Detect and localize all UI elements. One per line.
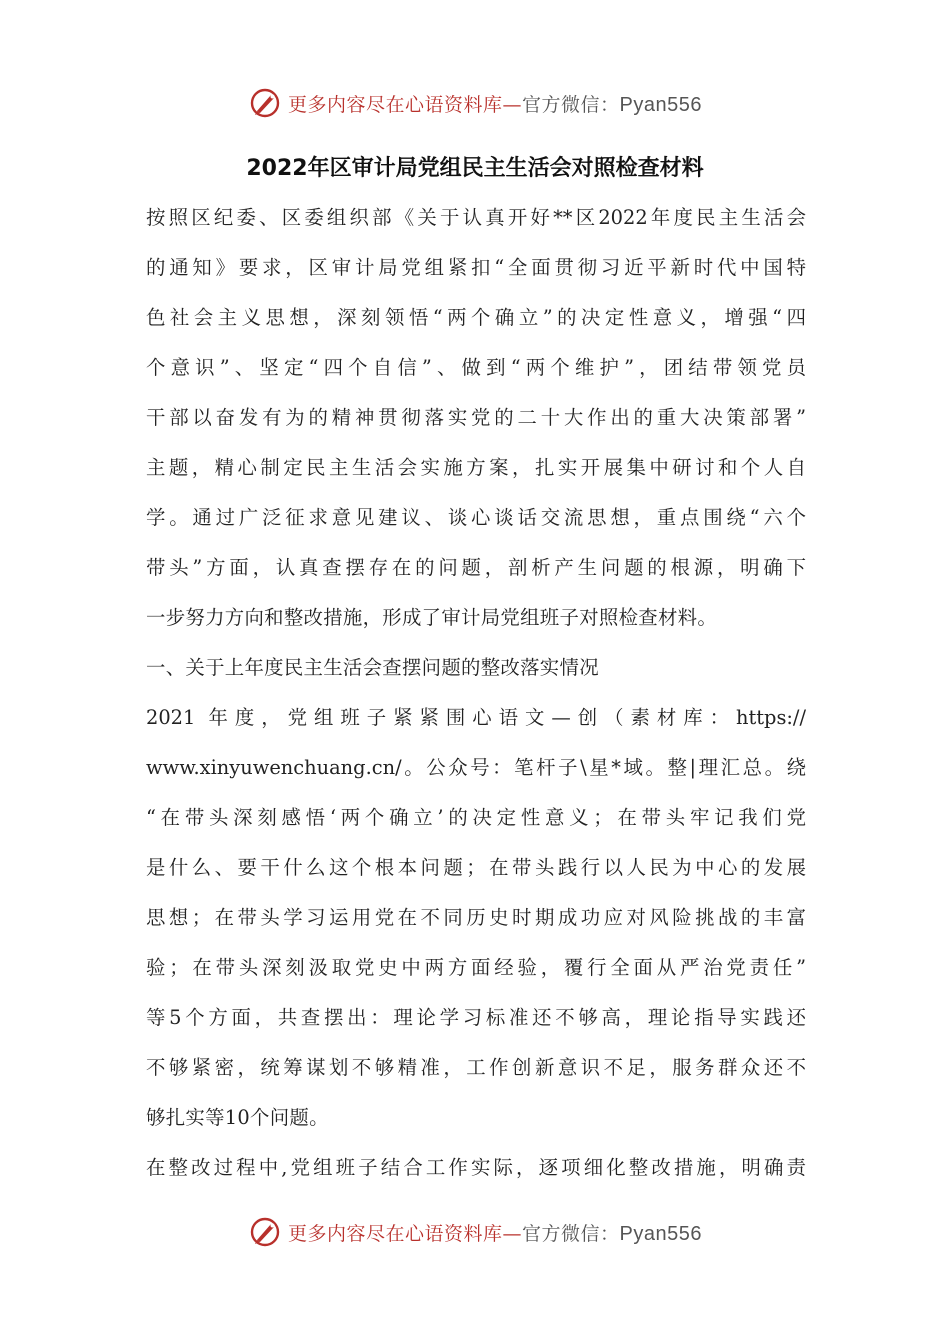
banner-wechat-label: 官方微信： xyxy=(522,1222,620,1245)
pen-logo-icon xyxy=(248,1215,282,1249)
banner-wechat-id: Pyan556 xyxy=(619,1222,702,1245)
body-line: www.xinyuwenchuang.cn/。公众号：笔杆子\星*域。整|理汇总。绕 xyxy=(146,756,806,779)
body-line: 学。通过广泛征求意见建议、谈心谈话交流思想，重点围绕“六个 xyxy=(146,506,806,529)
body-line: 色社会主义思想，深刻领悟“两个确立”的决定性意义，增强“四 xyxy=(146,306,806,329)
banner-wechat-label: 官方微信： xyxy=(522,93,620,116)
footer-banner xyxy=(0,1212,950,1252)
banner-main-text: 更多内容尽在心语资料库— xyxy=(288,93,523,116)
body-line: 验；在带头深刻汲取党史中两方面经验，覆行全面从严治党责任” xyxy=(146,956,806,979)
body-line: 思想；在带头学习运用党在不同历史时期成功应对风险挑战的丰富 xyxy=(146,906,806,929)
body-line: 一步努力方向和整改措施，形成了审计局党组班子对照检查材料。 xyxy=(146,606,718,629)
document-body xyxy=(146,193,806,1193)
body-line: 的通知》要求，区审计局党组紧扣“全面贯彻习近平新时代中国特 xyxy=(146,256,806,279)
body-line: 主题，精心制定民主生活会实施方案，扎实开展集中研讨和个人自 xyxy=(146,456,806,479)
body-line: 是什么、要干什么这个根本问题；在带头践行以人民为中心的发展 xyxy=(146,856,806,879)
banner-text xyxy=(288,1219,702,1246)
body-line: 按照区纪委、区委组织部《关于认真开好**区2022年度民主生活会 xyxy=(146,206,806,229)
section-heading: 一、关于上年度民主生活会查摆问题的整改落实情况 xyxy=(146,656,599,679)
banner-text xyxy=(288,90,702,117)
body-line: 在整改过程中,党组班子结合工作实际，逐项细化整改措施，明确责 xyxy=(146,1156,806,1179)
body-line: 带头”方面，认真查摆存在的问题，剖析产生问题的根源，明确下 xyxy=(146,556,806,579)
body-line: 2021 年度，党组班子紧紧围心语文—创（素材库：https:// xyxy=(146,706,806,729)
body-line: 个意识”、坚定“四个自信”、做到“两个维护”，团结带领党员 xyxy=(146,356,806,379)
header-banner xyxy=(0,83,950,123)
body-line: “在带头深刻感悟‘两个确立’的决定性意义；在带头牢记我们党 xyxy=(146,806,806,829)
body-line: 等5个方面，共查摆出：理论学习标准还不够高，理论指导实践还 xyxy=(146,1006,806,1029)
body-line: 不够紧密，统筹谋划不够精准，工作创新意识不足，服务群众还不 xyxy=(146,1056,806,1079)
body-line: 干部以奋发有为的精神贯彻落实党的二十大作出的重大决策部署” xyxy=(146,406,806,429)
banner-main-text: 更多内容尽在心语资料库— xyxy=(288,1222,523,1245)
body-line: 够扎实等10个问题。 xyxy=(146,1106,329,1129)
banner-wechat-id: Pyan556 xyxy=(619,93,702,116)
document-title: 2022年区审计局党组民主生活会对照检查材料 xyxy=(246,156,704,181)
pen-logo-icon xyxy=(248,86,282,120)
